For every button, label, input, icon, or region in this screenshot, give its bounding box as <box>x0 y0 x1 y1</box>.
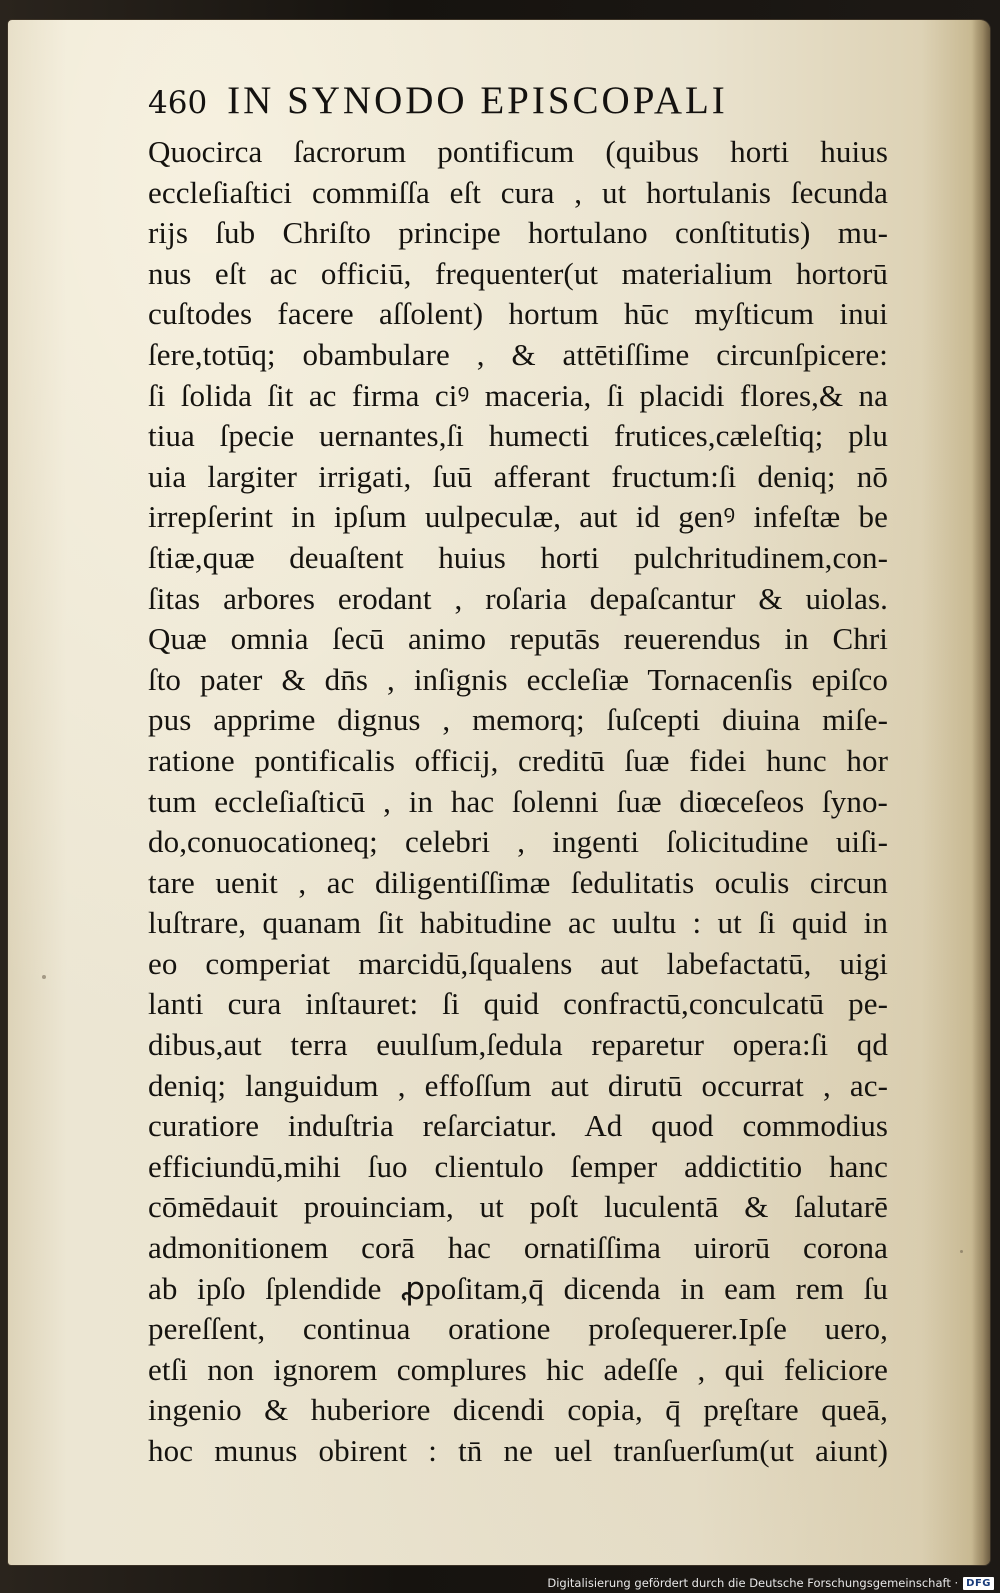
text-line: Quocirca ſacrorum pontificum (quibus horti huius <box>148 134 888 169</box>
text-line: ingenio & huberiore dicendi copia, q̄ pręſtare queā, <box>148 1392 888 1428</box>
text-line: Quæ omnia ſecū animo reputās reuerendus in Chri <box>148 621 888 657</box>
page-number: 460 <box>148 85 208 121</box>
dfg-logo: DFG <box>963 1577 994 1590</box>
text-line: cōmēdauit prouinciam, ut poſt luculentā & ſalutarē <box>148 1189 888 1225</box>
text-line: ſere,totūq; obambulare , & attētiſſime circunſpicere: <box>148 336 888 372</box>
paper-speck <box>42 975 46 979</box>
running-head: IN SYNODO EPISCOPALI <box>227 79 728 122</box>
paper-speck <box>960 1250 963 1253</box>
text-line: etſi non ignorem complures hic adeſſe , qui feliciore <box>148 1351 888 1387</box>
page-header <box>148 78 798 123</box>
text-line: eo comperiat marcidū,ſqualens aut labefactatū, uigi <box>148 945 888 981</box>
text-line: uia largiter irrigati, ſuū afferant fructum:ſi deniq; nō <box>148 458 888 494</box>
text-line: admonitionem corā hac ornatiſſima uirorū corona <box>148 1230 888 1266</box>
text-line: cuſtodes facere aſſolent) hortum hūc myſticum inui <box>148 296 888 332</box>
text-line: hoc munus obirent : tn̄ ne uel tranſuerſum(ut aiunt) <box>148 1433 888 1468</box>
text-line: pus apprime dignus , memorq; ſuſcepti diuina miſe- <box>148 702 888 738</box>
text-line: rijs ſub Chriſto principe hortulano conſtitutis) mu- <box>148 215 888 251</box>
text-line: ſitas arbores erodant , roſaria depaſcantur & uiolas. <box>148 580 888 616</box>
text-line: ſtiæ,quæ deuaſtent huius horti pulchritudinem,con- <box>148 539 888 575</box>
text-line: pereſſent, continua oratione proſequerer.Ipſe uero, <box>148 1311 888 1347</box>
text-line: tum eccleſiaſticū , in hac ſolenni ſuæ diœceſeos ſyno- <box>148 783 888 819</box>
text-line: luſtrare, quanam ſit habitudine ac uultu : ut ſi quid in <box>148 905 888 941</box>
text-line: dibus,aut terra euulſum,ſedula reparetur opera:ſi qd <box>148 1027 888 1063</box>
digitization-credit <box>547 1576 994 1590</box>
text-line: ſi ſolida ſit ac firma ciꝰ maceria, ſi placidi flores,& na <box>148 377 888 413</box>
text-line: ratione pontificalis officij, creditū ſuæ fidei hunc hor <box>148 742 888 778</box>
text-line: do,conuocationeq; celebri , ingenti ſolicitudine uiſi- <box>148 824 888 860</box>
text-line: tiua ſpecie uernantes,ſi humecti frutices,cæleſtiq; plu <box>148 418 888 454</box>
body-text <box>148 132 888 1472</box>
text-line: deniq; languidum , effoſſum aut dirutū occurrat , ac- <box>148 1067 888 1103</box>
page-edge-shadow <box>972 20 990 1565</box>
credit-text: Digitalisierung gefördert durch die Deutsche Forschungsgemeinschaft · <box>547 1576 959 1590</box>
text-line: tare uenit , ac diligentiſſimæ ſedulitatis oculis circun <box>148 864 888 900</box>
text-line: ſto pater & dn̄s , inſignis eccleſiæ Tornacenſis epiſco <box>148 661 888 697</box>
text-line: efficiundū,mihi ſuo clientulo ſemper addictitio hanc <box>148 1148 888 1184</box>
text-line: eccleſiaſtici commiſſa eſt cura , ut hortulanis ſecunda <box>148 174 888 210</box>
text-line: ab ipſo ſplendide ꝓpoſitam,q̄ dicenda in eam rem ſu <box>148 1270 888 1306</box>
text-line: nus eſt ac officiū, frequenter(ut materialium hortorū <box>148 255 888 291</box>
text-line: curatiore induſtria reſarciatur. Ad quod commodius <box>148 1108 888 1144</box>
text-line: lanti cura inſtauret: ſi quid confractū,conculcatū pe- <box>148 986 888 1022</box>
text-line: irrepſerint in ipſum uulpeculæ, aut id genꝰ infeſtæ be <box>148 499 888 535</box>
